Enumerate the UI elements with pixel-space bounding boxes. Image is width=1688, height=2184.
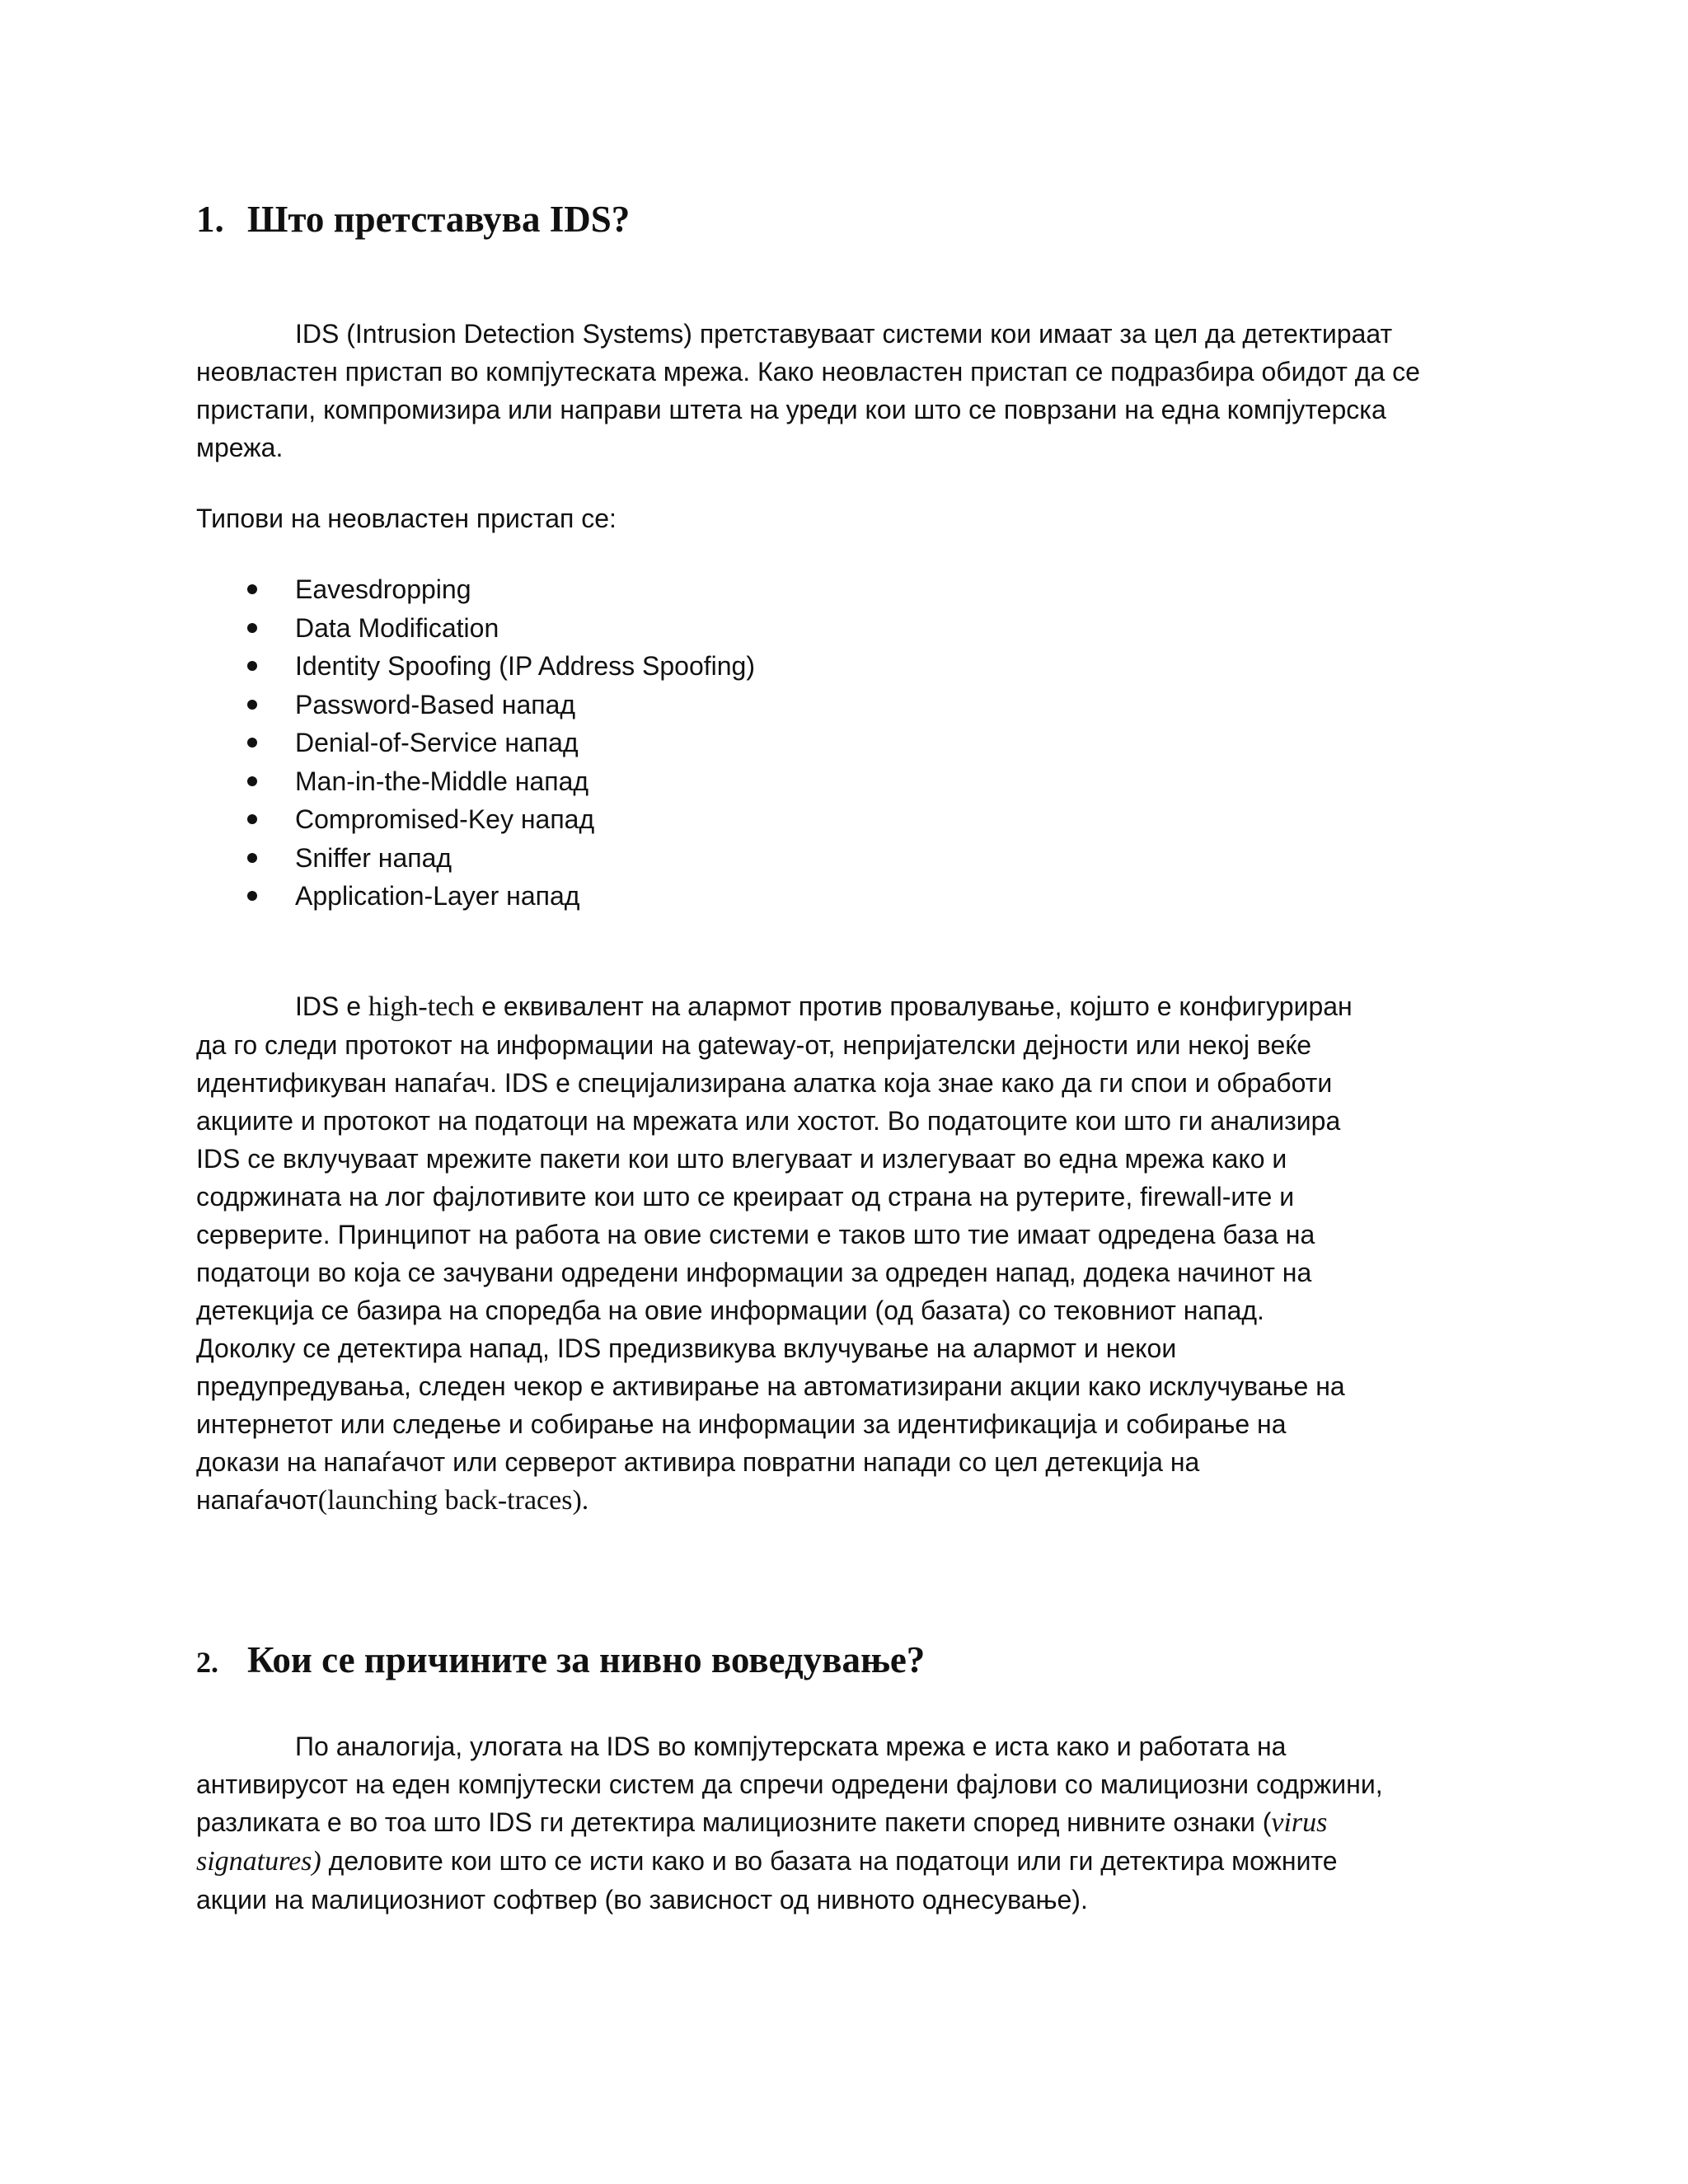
bullet-icon: [247, 738, 257, 748]
access-types-list: [196, 570, 755, 916]
body-line: [196, 1842, 1498, 1881]
section-2-heading: [196, 1640, 925, 1681]
list-item-label: Data Modification: [295, 612, 499, 643]
list-item-label: Identity Spoofing (IP Address Spoofing): [295, 651, 755, 681]
body-line: антивирусот на еден компјутески систем да спречи одредени фајлови со малициозни содржини,: [196, 1769, 1383, 1799]
list-item: [196, 762, 755, 801]
body-line: IDS се вклучуваат мрежите пакети кои што влегуваат и излегуваат во една мрежа како и: [196, 1144, 1287, 1174]
intro-line: пристапи, компромизира или направи штета на уреди кои што се поврзани на една компјутерска: [196, 395, 1386, 424]
bullet-icon: [247, 776, 257, 786]
list-item-label: Sniffer напад: [295, 842, 452, 873]
intro-line: неовластен пристап во компјутеската мрежа. Како неовластен пристап се подразбира обидот да се: [196, 357, 1420, 387]
body-line: серверите. Принципот на работа на овие системи е таков што тие имаат одредена база на: [196, 1220, 1315, 1249]
body-line: да го следи протокот на информации на gateway-от, непријателски дејности или некој веќе: [196, 1030, 1312, 1060]
body-text: напаѓачот: [196, 1485, 318, 1515]
body-line: идентификуван напаѓач. IDS е специјализирана алатка која знае како да ги спои и обработи: [196, 1068, 1333, 1098]
list-item: [196, 570, 755, 609]
list-item: [196, 609, 755, 648]
list-item-label: Password-Based напад: [295, 689, 576, 719]
body-italic-text: virus: [1271, 1807, 1328, 1838]
intro-line: IDS (Intrusion Detection Systems) претставуваат системи кои имаат за цел да детектираат: [295, 319, 1393, 349]
body-line: докази на напаѓачот или серверот активира повратни напади со цел детекција на: [196, 1447, 1200, 1477]
bullet-icon: [247, 623, 257, 633]
bullet-icon: [247, 853, 257, 863]
body-line: Доколку се детектира напад, IDS предизвикува вклучување на алармот и некои: [196, 1333, 1177, 1363]
body-line: содржината на лог фајлотивите кои што се креираат од страна на рутерите, firewall-ите и: [196, 1182, 1295, 1212]
list-item-label: Compromised-Key напад: [295, 804, 595, 834]
bullet-icon: [247, 891, 257, 901]
section-1-heading: [196, 199, 630, 241]
types-label-paragraph: [196, 499, 1498, 537]
list-item: [196, 800, 755, 839]
list-item: [196, 839, 755, 878]
body-line: детекција се базира на споредба на овие информации (од базата) со тековниот напад.: [196, 1296, 1264, 1325]
list-item: [196, 877, 755, 916]
body-line: [196, 1481, 1498, 1520]
bullet-icon: [247, 584, 257, 594]
section-2-title: Кои се причините за нивно воведување?: [247, 1639, 926, 1680]
intro-line: мрежа.: [196, 433, 284, 462]
list-item-label: Man-in-the-Middle напад: [295, 766, 589, 796]
list-item-label: Eavesdropping: [295, 574, 471, 604]
section-2-number: 2.: [196, 1646, 218, 1679]
list-item: [196, 686, 755, 724]
body-line: интернетот или следење и собирање на информации за идентификација и собирање на: [196, 1409, 1287, 1439]
list-item: [196, 724, 755, 762]
body-serif-text: (launching back-traces).: [317, 1485, 589, 1516]
body-line: акции на малициозниот софтвер (во зависност од нивното однесување).: [196, 1885, 1088, 1915]
body-text: разликата е во тоа што IDS ги детектира малициозните пакети според нивните ознаки (: [196, 1807, 1272, 1837]
body-line: По аналогија, улогата на IDS во компјутерската мрежа е иста како и работата на: [295, 1732, 1287, 1761]
body-text: е еквивалент на алармот против провалување, којштo е конфигуриран: [474, 991, 1353, 1021]
list-item-label: Denial-of-Service напад: [295, 728, 579, 757]
body-text: деловите кои што се исти како и во базата на податоци или ги детектира можните: [321, 1846, 1338, 1876]
reasons-paragraph: [196, 1727, 1498, 1919]
bullet-icon: [247, 700, 257, 710]
body-line: [196, 987, 1498, 1026]
bullet-icon: [247, 814, 257, 824]
list-item: [196, 647, 755, 686]
list-item-label: Application-Layer напад: [295, 881, 580, 911]
body-line: податоци во која се зачувани одредени информации за одреден напад, додека начинот на: [196, 1258, 1312, 1287]
body-line: [196, 1803, 1498, 1842]
body-italic-text: signatures): [196, 1846, 321, 1877]
body-text: IDS е: [295, 991, 368, 1021]
intro-paragraph: [196, 315, 1498, 466]
body-line: акциите и протокот на податоци на мрежата или хостот. Во податоците кои што ги анализира: [196, 1106, 1341, 1136]
bullet-icon: [247, 661, 257, 671]
section-1-title: Што претставува IDS?: [247, 199, 631, 240]
body-line: предупредувања, следен чекор е активирање на автоматизирани акции како исклучување на: [196, 1371, 1345, 1401]
section-1-number: 1.: [196, 199, 224, 240]
body-serif-text: high-tech: [368, 991, 475, 1022]
ids-description-paragraph: [196, 987, 1498, 1520]
types-label: Типови на неовластен пристап се:: [196, 504, 617, 533]
